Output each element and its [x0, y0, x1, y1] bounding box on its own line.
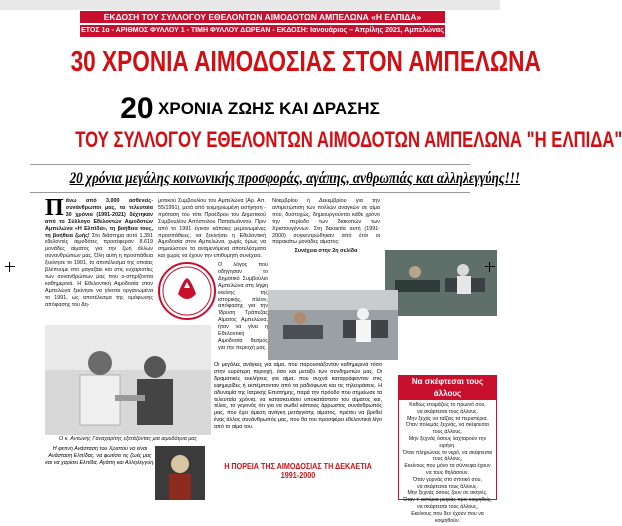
photo-doctor-examining-donor [45, 325, 211, 435]
poem-title: Να σκέφτεσαι τους άλλους [399, 376, 496, 400]
article-lead: άνω από 3.000 ασθενείς-συνάνθρωποι μας, τα τελευταία 30 χρόνια (1991-2021) δέχτηκαν από το Σύλλογο Εθελοντών Αιμοδοτών Αμπελώνα «Η Ελπίδα», τη βοήθεια τους, τη βοήθεια ζωής! [45, 198, 153, 239]
poem-line: να σκέφτεσαι τους άλλους. [417, 483, 478, 490]
poem-line: Όταν πληρώνεις το νερό, να σκέφτεσαι τους άλλους, [402, 449, 493, 463]
poem-line: Εκείνους που μόνο τα σύννεφα έχουν να τους θηλάσουν. [404, 463, 491, 476]
masthead-cropped [0, 0, 500, 10]
poem-line: Εκείνους που δεν έχουν που να κοιμηθούν. [411, 510, 484, 524]
poem-line: Μην ξεχνάς όσους ζουν σε σκηνές. [407, 490, 488, 497]
poem-line: να σκέφτεσαι τους άλλους. [417, 408, 478, 415]
issue-info-band: ΕΤΟΣ 1ο - ΑΡΙΘΜΟΣ ΦΥΛΛΟΥ 1 - ΤΙΜΗ ΦΥΛΛΟΥ ΔΩΡΕΑΝ - ΕΚΔΟΣΗ: Ιανουάριος – Απρίλης 2021, Αμπελώνας [80, 25, 445, 37]
sub-headline-number: 20 [120, 92, 154, 125]
poem-line: Μην ξεχνάς όσους λαχταρούν την ειρήνη. [408, 435, 487, 449]
continue-note: Συνέχεια στην 2η σελίδα [294, 248, 358, 255]
association-headline: ΤΟΥ ΣΥΛΛΟΓΟΥ ΕΘΕΛΟΝΤΩΝ ΑΙΜΟΔΟΤΩΝ ΑΜΠΕΛΩΝΑ "Η ΕΛΠΙΔΑ" [75, 127, 622, 152]
divider [30, 192, 470, 193]
poem-body [399, 400, 496, 526]
photo-caption: Ο κ. Αντώνης Γαναχαρίτης εξετάζοντας μια αιμοδότρια μας [59, 436, 197, 442]
poem-line: Όταν γυρνάς στο σπιτικό σου, [413, 476, 482, 483]
article-column-2: μοτικού Συμβουλίου του Αμπελώνα (Αρ. Απ. 55/1991), μετά από τεκμηριωμένη εισήγηση - πρόταση του τότε Προέδρου του Δημοτικού Συμβουλίου Απόστολου Παπαϊωάννου. Πριν από το 1991 έγιναν κάποιες μεμονωμένες προσπάθειες, να ξεκινήσει η Εθελοντική Αιμοδοσία στον Αμπελώνα, χωρίς όμως να σημειώσουν τα αναμενόμενα αποτελέσματα και χωρίς να έχουν την επιθυμητή συνέχεια. [158, 198, 266, 260]
tagline: 20 χρόνια μεγάλης κοινωνικής προσφοράς, αγάπης, ανθρωπιάς και αλληλεγγύης!!! [69, 170, 520, 187]
publisher-band: ΕΚΔΟΣΗ ΤΟΥ ΣΥΛΛΟΓΟΥ ΕΘΕΛΟΝΤΩΝ ΑΙΜΟΔΟΤΩΝ ΑΜΠΕΛΩΝΑ «Η ΕΛΠΙΔΑ» [80, 11, 445, 23]
divider [30, 164, 470, 165]
poem-line: να σκέφτεσαι τους άλλους, [417, 503, 478, 510]
article-column-3 [272, 198, 380, 288]
sub-headline-text: ΧΡΟΝΙΑ ΖΩΗΣ ΚΑΙ ΔΡΑΣΗΣ [158, 99, 380, 118]
association-logo [158, 262, 216, 320]
main-headline: 30 ΧΡΟΝΙΑ ΑΙΜΟΔΟΣΙΑΣ ΣΤΟΝ ΑΜΠΕΛΩΝΑ [70, 46, 541, 78]
poem-line: Μην ξεχάς να ταΐζεις τα περιστέρια. [407, 415, 488, 422]
sub-headline [0, 92, 500, 126]
drop-cap: Π [45, 195, 64, 221]
article-body: Νοεμβρίου ή Δεκεμβρίου για την αντιμετώπιση των πολλών αναγκών σε αίμα που, δυστυχώς, δημιουργούνται κάθε χρόνο την περίοδο των διακοπών των Χριστουγέννων. Στη δεκαετία αυτή (1991-2000) συγκεντρώθηκαν από έτσι οι παρακάτω μονάδες αίματος: [272, 198, 380, 246]
photo-blood-donation-room [385, 250, 497, 316]
photo-donors-in-chairs [268, 290, 398, 360]
poem-line: Καθώς ετοιμάζεις το πρωινό σου, [409, 402, 486, 408]
article-column-road: Οι μεγάλες ανάγκες για αίμα, που παρουσιάζονταν καθημερινά τόσο στην ευρύτερη περιοχή, όσο και μεταξύ των συνδημοτών μας. Οι δραματικές εκκλήσεις για αίμα, που συχνά καταγράφονταν στις εφημερίδες ή εκπέμπονταν από τα ραδιόφωνα και τις τηλεοράσεις. Η αδυναμία της Ιατρικής Επιστήμης, παρά την πρόοδο που σημείωσε τα τελευταία χρόνια, να κατασκευάσει υποκατάστατο του αίματος και, τέλος, το γεγονός ότι για να σωθεί κάποιος άρρωστος συνάνθρωπός μας, που έχει άμεση ανάγκη μετάγγισης αίματος, πρέπει να βρεθεί ένας άλλος συνάνθρωπός μας, που θα του προσφέρει εθελοντικά λίγο από το αίμα του. [214, 362, 382, 431]
easter-icon-image [155, 446, 205, 500]
crop-mark-icon [485, 262, 495, 272]
poem-box [398, 375, 497, 524]
crop-mark-icon [5, 262, 15, 272]
easter-greeting: Η φετινή Ανάσταση του Χριστού να είναι Ανάσταση Ελπίδας, να φωτίσει τις ζωές μας και να χαρίσει Ελπίδα, Αγάπη και Αλληλεγγύη. [45, 446, 155, 466]
article-column-2b: Ο λόγος που οδήγησαν το Δημοτικό Συμβούλιο Αμπελώνα στη λήψη εκείνης της ιστορικής, πλέον, απόφασης για την Ίδρυση Τράπεζας Αίματος Αμπελώνα, ήταν να γίνει η Εθελοντική Αιμοδοσία θεσμός για την περιοχή μας. [218, 262, 268, 351]
poem-line: Όταν πολεμάς ξεχνάς, να σκέφτεσαι τους άλλους. [406, 422, 489, 436]
article-body: Στο διάστημα αυτό 1.391 εθελοντές αιμοδότες προσέφεραν 8.619 μονάδες αίματος για την ζωή άλλων συνανθρώπων μας. Όλη αυτή η προσπάθεια ξεκίνησε το 1991, το αποτέλεσμα της οποίας βλέπουμε στο μαγαζάκι και στις ευχαριστίες των συνανθρώπων μας που ο-στηρίζονται καθημερινά. Η Εθελοντική Αιμοδοσία στον Αμπελώνα ξεκίνησε να γίνεται οργανωμένα το 1991, ως αποτέλεσμα της ομόφωνης απόφασης του Δη- [45, 232, 153, 308]
section-headline: Η ΠΟΡΕΙΑ ΤΗΣ ΑΙΜΟΔΟΣΙΑΣ ΤΗ ΔΕΚΑΕΤΙΑ 1991-2000 [224, 462, 372, 480]
article-column-1 [45, 195, 153, 328]
poem-line: Όταν τ' αστέρια μετράς πριν κοιμηθείς, [403, 497, 492, 504]
